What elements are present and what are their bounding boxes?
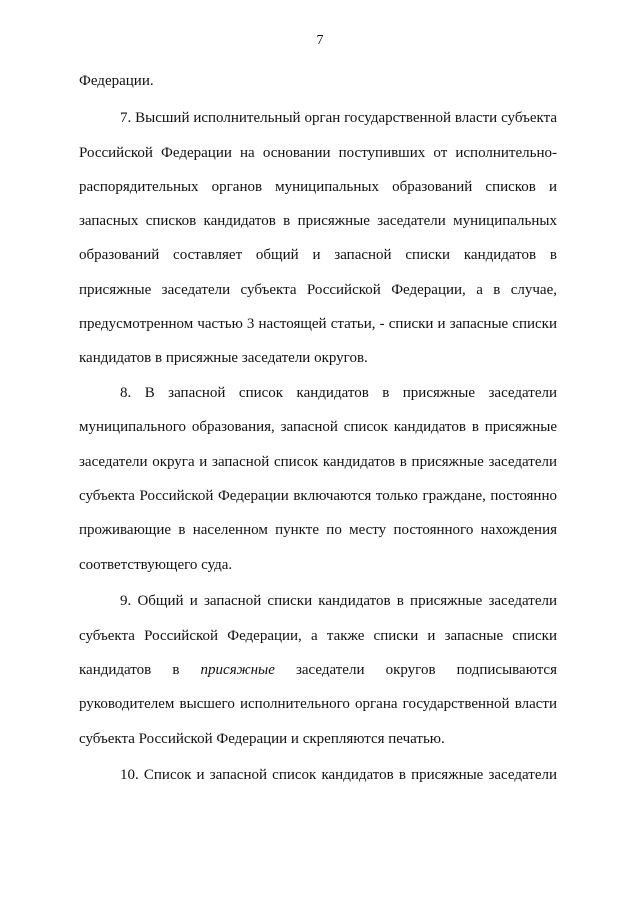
paragraph-9-line-5: субъекта Российской Федерации и скрепляются печатью.: [79, 731, 445, 747]
paragraph-8-line-4: субъекта Российской Федерации включаются только граждане, постоянно: [79, 488, 557, 504]
paragraph-9-line-4: руководителем высшего исполнительного органа государственной власти: [79, 696, 557, 712]
paragraph-7-line-1: 7. Высший исполнительный орган государственной власти субъекта: [120, 110, 557, 126]
paragraph-7-line-6: присяжные заседатели субъекта Российской Федерации, а в случае,: [79, 282, 557, 298]
paragraph-8-line-1: 8. В запасной список кандидатов в присяжные заседатели: [120, 385, 557, 401]
paragraph-8-line-5: проживающие в населенном пункте по месту постоянного нахождения: [79, 522, 557, 538]
paragraph-7-line-5: образований составляет общий и запасной списки кандидатов в: [79, 247, 557, 263]
paragraph-9-line-1: 9. Общий и запасной списки кандидатов в присяжные заседатели: [120, 593, 557, 609]
paragraph-7-line-8: кандидатов в присяжные заседатели округов.: [79, 350, 368, 366]
paragraph-7-line-2: Российской Федерации на основании поступивших от исполнительно-: [79, 145, 557, 161]
italic-word: присяжные: [200, 662, 275, 678]
paragraph-8-line-6: соответствующего суда.: [79, 557, 233, 573]
paragraph-10-line-1: 10. Список и запасной список кандидатов в присяжные заседатели: [120, 767, 557, 783]
paragraph-8-line-2: муниципального образования, запасной список кандидатов в присяжные: [79, 419, 557, 435]
paragraph-9-line-3: кандидатов в присяжные заседатели округов подписываются: [79, 662, 557, 678]
paragraph-8-line-3: заседатели округа и запасной список кандидатов в присяжные заседатели: [79, 454, 557, 470]
paragraph-7-line-3: распорядительных органов муниципальных образований списков и: [79, 179, 557, 195]
paragraph-9-line-2: субъекта Российской Федерации, а также списки и запасные списки: [79, 628, 557, 644]
paragraph-7-line-4: запасных списков кандидатов в присяжные заседатели муниципальных: [79, 213, 557, 229]
paragraph-7-line-7: предусмотренном частью 3 настоящей статьи, - списки и запасные списки: [79, 316, 557, 332]
page-number: 7: [316, 33, 324, 48]
text-line: Федерации.: [79, 73, 154, 89]
